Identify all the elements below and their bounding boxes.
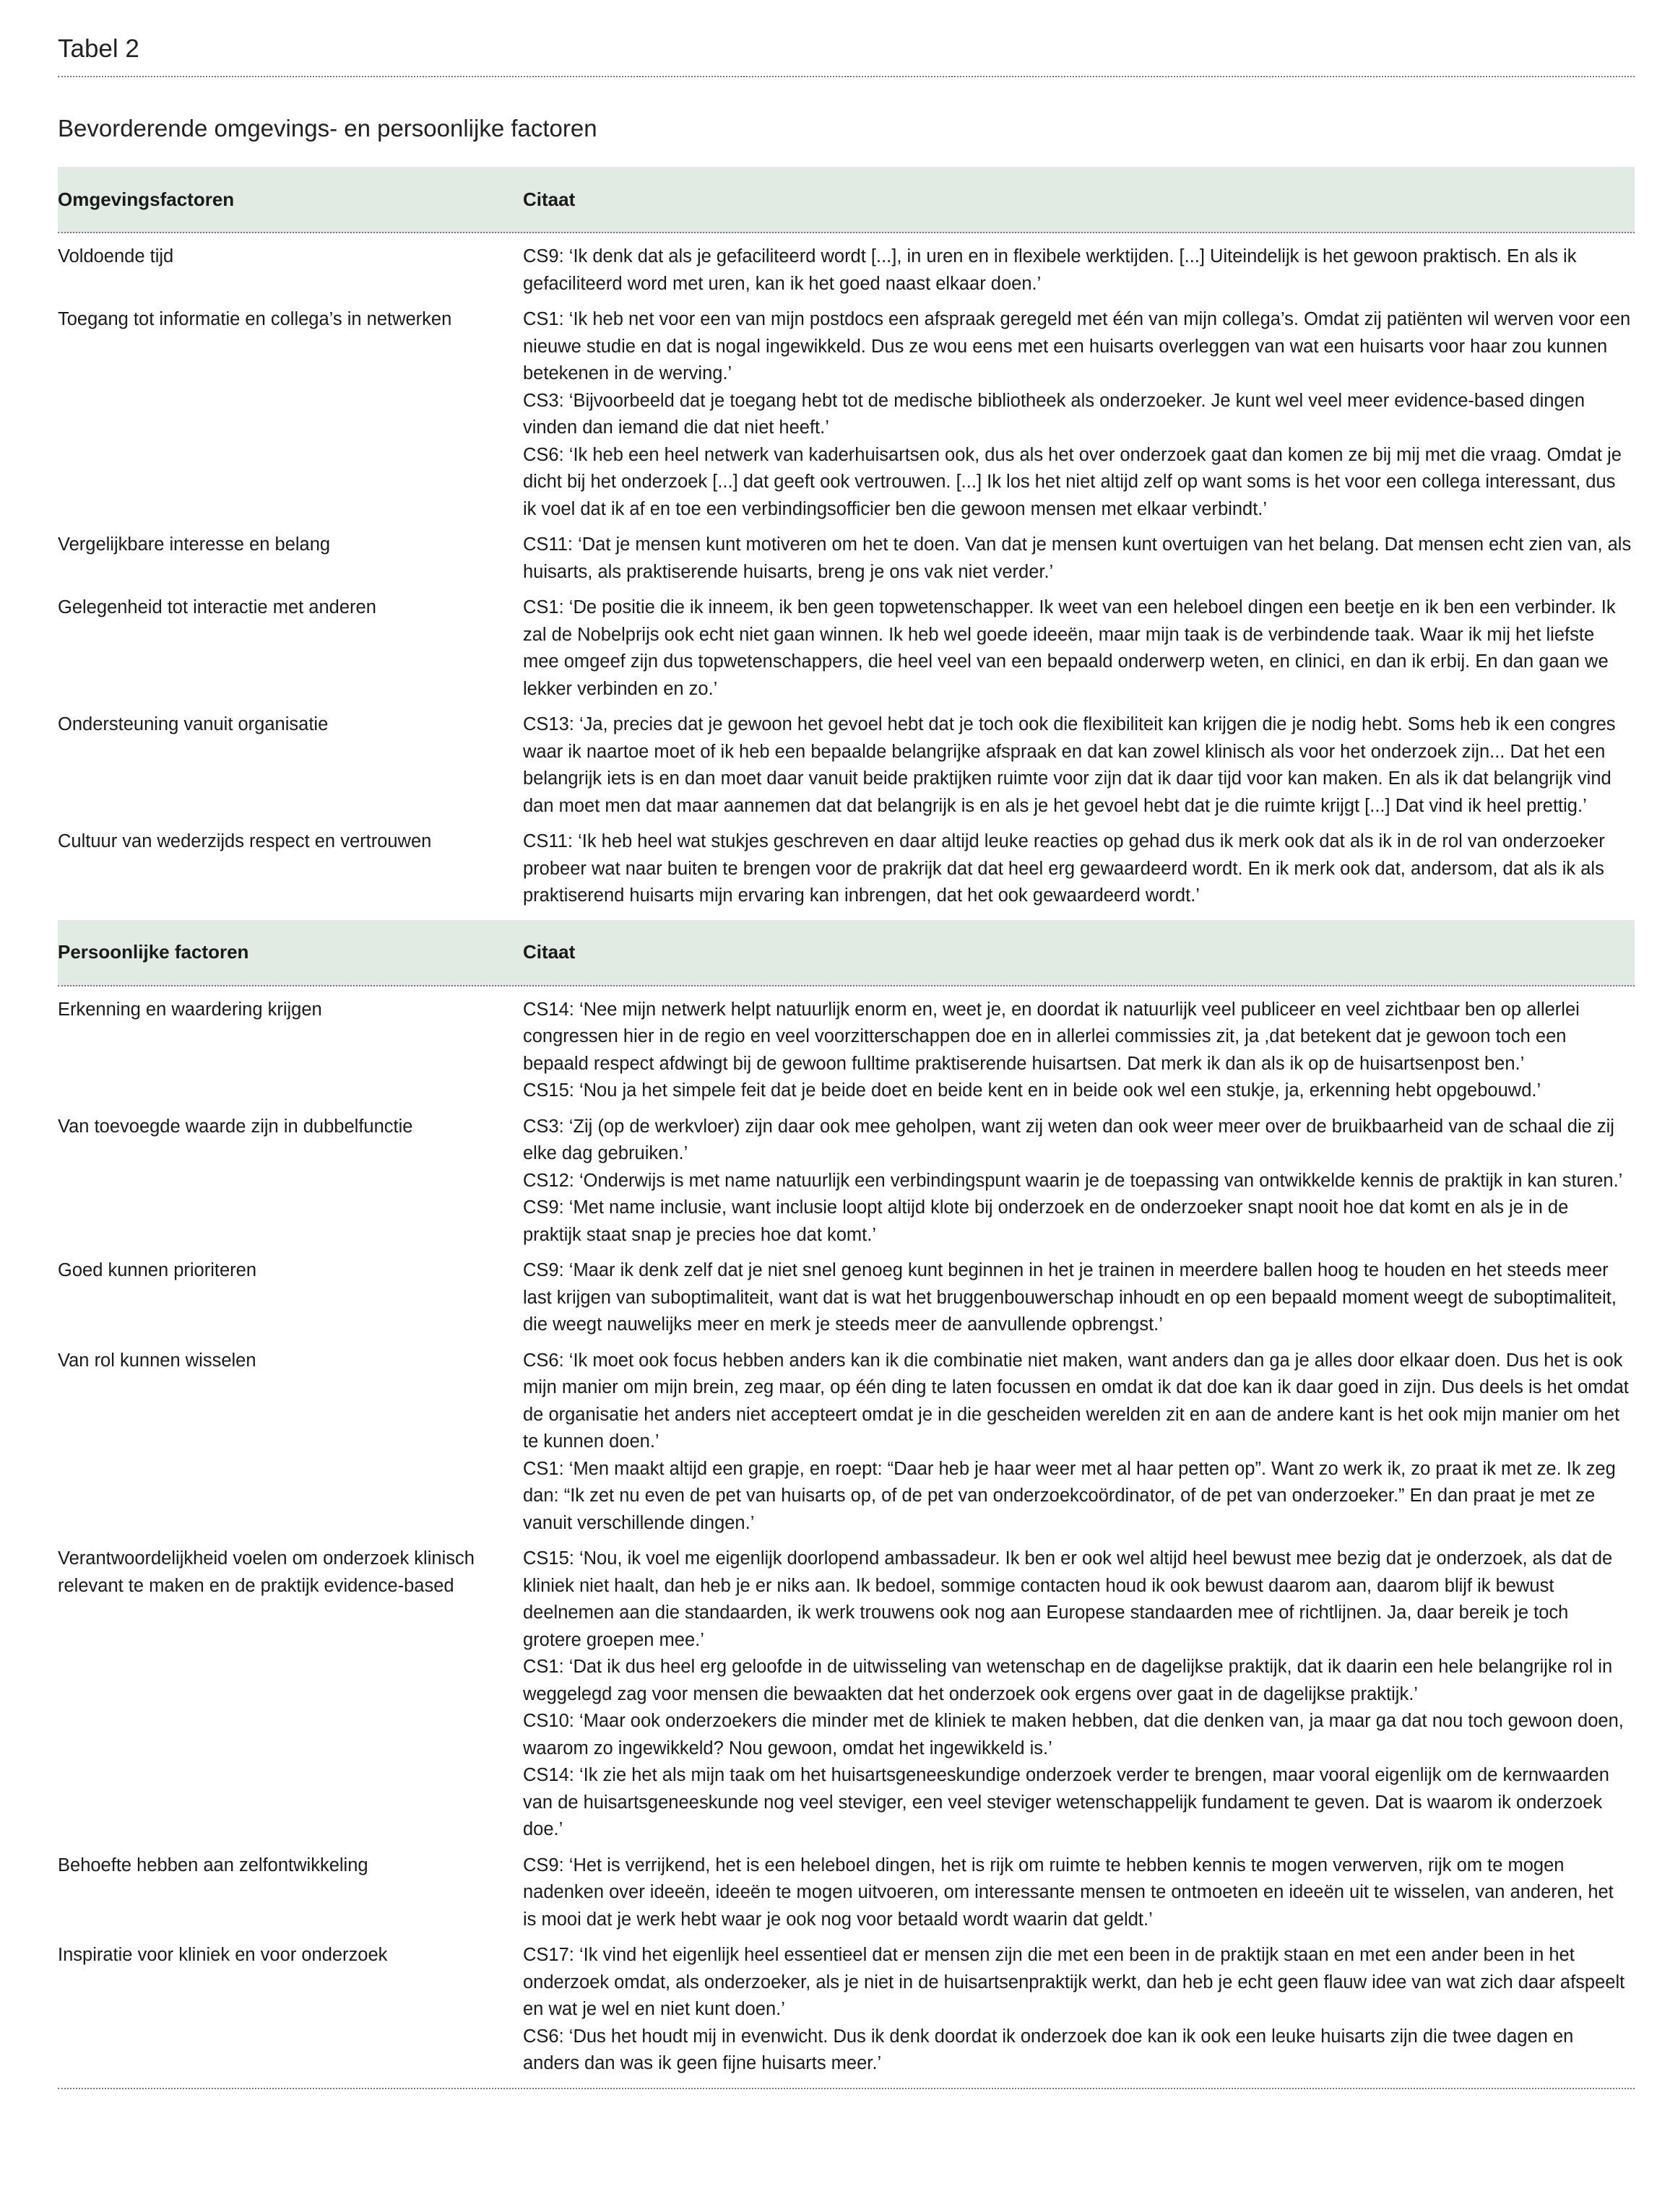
quote-cell xyxy=(523,1257,1635,1339)
factor-cell: Gelegenheid tot interactie met anderen xyxy=(58,597,376,617)
table-row xyxy=(58,1257,1635,1339)
quote: CS12: ‘Onderwijs is met name natuurlijk een verbindingspunt waarin je de toepassing van ontwikkelde kennis de praktijk in kan sturen.’ xyxy=(523,1170,1623,1191)
quote: CS14: ‘Nee mijn netwerk helpt natuurlijk enorm en, weet je, en doordat ik natuurlijk veel publiceer en veel zichtbaar ben op allerlei congressen hier in de regio en veel voorzitterschappen doe en in allerlei commissies zit, ja ,dat betekent dat je gewoon toch een bepaald respect afdwingt bij de gewoon fulltime praktiserende huisartsen. Dat merk ik dan als ik op de huisartsenpost ben.’ xyxy=(523,999,1580,1074)
quote-cell xyxy=(523,1852,1635,1934)
quote: CS1: ‘Ik heb net voor een van mijn postdocs een afspraak geregeld met één van mijn collega’s. Omdat zij patiënten wil werven voor een nieuwe studie en dat is nogal ingewikkeld. Dus ze wou eens met een huisarts overleggen van wat een huisarts voor haar zou kunnen betekenen in de werving.’ xyxy=(523,309,1631,383)
table-row xyxy=(58,594,1635,703)
factor-cell: Ondersteuning vanuit organisatie xyxy=(58,714,329,734)
table-row xyxy=(58,1545,1635,1844)
quote: CS6: ‘Dus het houdt mij in evenwicht. Dus ik denk doordat ik onderzoek doe kan ik ook een leuke huisarts zijn die twee dagen en anders dan was ik geen fijne huisarts meer.’ xyxy=(523,2026,1574,2073)
quote: CS10: ‘Maar ook onderzoekers die minder met de kliniek te maken hebben, dat die denken van, ja maar ga dat nou toch gewoon doen, waarom zo ingewikkeld? Nou gewoon, omdat het ingewikkeld is.’ xyxy=(523,1711,1624,1758)
table-row xyxy=(58,1942,1635,2078)
factor-cell: Verantwoordelijkheid voelen om onderzoek klinisch relevant te maken en de praktijk evidence-based xyxy=(58,1548,475,1596)
bottom-divider xyxy=(58,2088,1635,2089)
quote-cell xyxy=(523,1942,1635,2078)
header-quote: Citaat xyxy=(523,188,576,210)
top-divider xyxy=(58,76,1635,77)
header-factor: Omgevingsfactoren xyxy=(58,188,235,210)
table-caption: Bevorderende omgevings- en persoonlijke factoren xyxy=(58,115,597,142)
table-row xyxy=(58,243,1635,298)
quote-cell xyxy=(523,1545,1635,1844)
quote: CS9: ‘Maar ik denk zelf dat je niet snel genoeg kunt beginnen in het je trainen in meerdere ballen hoog te houden en het steeds meer last krijgen van suboptimaliteit, want dat is wat het bruggenbouwerschap inhoudt en op een bepaald moment weegt de suboptimaliteit, die weegt nauwelijks meer en merk je steeds meer de aanvullende opbrengst.’ xyxy=(523,1260,1617,1335)
table-row xyxy=(58,1348,1635,1537)
factor-cell: Van rol kunnen wisselen xyxy=(58,1350,256,1371)
quote: CS14: ‘Ik zie het als mijn taak om het huisartsgeneeskundige onderzoek verder te brengen, maar vooral eigenlijk om de kernwaarden van de huisartsgeneeskunde nog veel steviger, een veel steviger wetenschappelijk fundament te geven. Dat is waarom ik onderzoek doe.’ xyxy=(523,1765,1609,1839)
quote: CS17: ‘Ik vind het eigenlijk heel essentieel dat er mensen zijn die met een been in de praktijk staan en met een ander been in het onderzoek omdat, als onderzoeker, als je niet in de huisartsenpraktijk werkt, dan heb je echt geen flauw idee van wat zich daar afspeelt en wat je wel en niet kunt doen.’ xyxy=(523,1945,1625,2019)
factors-table xyxy=(58,167,1635,2089)
factor-cell: Toegang tot informatie en collega’s in netwerken xyxy=(58,309,452,329)
quote: CS13: ‘Ja, precies dat je gewoon het gevoel hebt dat je toch ook die flexibiliteit kan krijgen die je nodig hebt. Soms heb ik een congres waar ik naartoe moet of ik heb een bepaalde belangrijke afspraak en dat kan zowel klinisch als voor het onderzoek zijn... Dat het een belangrijk iets is en dan moet daar vanuit beide praktijken ruimte voor zijn dat ik daar tijd voor kan maken. En als ik dat belangrijk vind dan moet men dat maar aannemen dat dat belangrijk is en als je het gevoel hebt dat je die ruimte krijgt [...] Dat vind ik heel prettig.’ xyxy=(523,714,1616,816)
quote: CS9: ‘Ik denk dat als je gefaciliteerd wordt [...], in uren en in flexibele werktijden. [...] Uiteindelijk is het gewoon praktisch. En als ik gefaciliteerd word met uren, kan ik het goed naast elkaar doen.’ xyxy=(523,246,1577,294)
quote: CS9: ‘Het is verrijkend, het is een heleboel dingen, het is rijk om ruimte te hebben kennis te mogen verwerven, rijk om te mogen nadenken over ideeën, ideeën te mogen uitvoeren, om interessante mensen te ontmoeten en ideeën uit te wisselen, van anderen, het is mooi dat je werk hebt waar je ook nog voor betaald wordt waarin dat geldt.’ xyxy=(523,1855,1614,1930)
table-row xyxy=(58,532,1635,586)
header-factor: Persoonlijke factoren xyxy=(58,941,249,963)
factor-cell: Inspiratie voor kliniek en voor onderzoek xyxy=(58,1945,388,1965)
quote-cell xyxy=(523,711,1635,820)
quote: CS6: ‘Ik moet ook focus hebben anders kan ik die combinatie niet maken, want anders dan ga je alles door elkaar doen. Dus het is ook mijn manier om mijn brein, zeg maar, op één ding te laten focussen en omdat ik dat doe kan ik daar goed in zijn. Dus deels is het omdat de organisatie het anders niet accepteert omdat je in die gescheiden werelden zit en aan de andere kant is het ook mijn manier om het te kunnen doen.’ xyxy=(523,1350,1629,1452)
header-quote: Citaat xyxy=(523,941,576,963)
table-row xyxy=(58,1114,1635,1249)
table-label: Tabel 2 xyxy=(58,35,139,63)
factor-cell: Erkenning en waardering krijgen xyxy=(58,999,322,1020)
table-row xyxy=(58,997,1635,1105)
quote: CS1: ‘Men maakt altijd een grapje, en roept: “Daar heb je haar weer met al haar petten op”. Want zo werk ik, zo praat ik met ze. Ik zeg dan: “Ik zet nu even de pet van huisarts op, of de pet van onderzoekcoördinator, of de pet van onderzoeker.” En dan praat je met ze vanuit verschillende dingen.’ xyxy=(523,1458,1616,1533)
factor-cell: Behoefte hebben aan zelfontwikkeling xyxy=(58,1855,368,1875)
quote-cell xyxy=(523,306,1635,523)
quote: CS15: ‘Nou ja het simpele feit dat je beide doet en beide kent en in beide ook wel een stukje, ja, erkenning hebt opgebouwd.’ xyxy=(523,1080,1541,1101)
quote: CS3: ‘Bijvoorbeeld dat je toegang hebt tot de medische bibliotheek als onderzoeker. Je kunt wel veel meer evidence-based dingen vinden dan iemand die dat niet heeft.’ xyxy=(523,390,1585,438)
factor-cell: Cultuur van wederzijds respect en vertrouwen xyxy=(58,831,432,851)
section-header-omgevingsfactoren xyxy=(58,167,1635,233)
table-row xyxy=(58,306,1635,523)
factor-cell: Goed kunnen prioriteren xyxy=(58,1260,257,1280)
factor-cell: Voldoende tijd xyxy=(58,246,174,266)
table-row xyxy=(58,1852,1635,1934)
quote-cell xyxy=(523,532,1635,586)
quote-cell xyxy=(523,1348,1635,1537)
quote-cell xyxy=(523,828,1635,910)
factor-cell: Van toevoegde waarde zijn in dubbelfunctie xyxy=(58,1116,413,1137)
quote: CS15: ‘Nou, ik voel me eigenlijk doorlopend ambassadeur. Ik ben er ook wel altijd heel bewust mee bezig dat je onderzoek, als dat de kliniek niet haalt, dan heb je er niks aan. Ik bedoel, sommige contacten houd ik ook bewust daarom aan, daarom blijf ik bewust deelnemen aan die standaarden, ik werk trouwens ook nog aan Europese standaarden mee of richtlijnen. Ja, daar bereik je toch grotere groepen mee.’ xyxy=(523,1548,1613,1650)
table-row xyxy=(58,711,1635,820)
table-row xyxy=(58,828,1635,910)
factor-cell: Vergelijkbare interesse en belang xyxy=(58,534,331,555)
quote: CS11: ‘Ik heb heel wat stukjes geschreven en daar altijd leuke reacties op gehad dus ik merk ook dat als ik in de rol van onderzoeker probeer wat naar buiten te brengen voor de prakrijk dat dat heel erg gewaardeerd wordt. En ik merk ook dat, andersom, dat als ik als praktiserend huisarts mijn ervaring kan inbrengen, dat het ook gewaardeerd wordt.’ xyxy=(523,831,1605,906)
quote-cell xyxy=(523,243,1635,298)
section-header-persoonlijke-factoren xyxy=(58,920,1635,986)
quote: CS3: ‘Zij (op de werkvloer) zijn daar ook mee geholpen, want zij weten dan ook weer meer over de bruikbaarheid van de schaal die zij elke dag gebruiken.’ xyxy=(523,1116,1614,1163)
quote: CS1: ‘De positie die ik inneem, ik ben geen topwetenschapper. Ik weet van een heleboel dingen een beetje en ik ben een verbinder. Ik zal de Nobelprijs ook echt niet gaan winnen. Ik heb wel goede ideeën, maar mijn taak is de verbindende taak. Waar ik mij het liefste mee omgeef zijn dus topwetenschappers, die heel veel van een bepaald onderwerp weten, en clinici, en dan ik erbij. En dan gaan we lekker verbinden en zo.’ xyxy=(523,597,1616,699)
quote: CS6: ‘Ik heb een heel netwerk van kaderhuisartsen ook, dus als het over onderzoek gaat dan komen ze bij mij met die vraag. Omdat je dicht bij het onderzoek [...] dat geeft ook vertrouwen. [...] Ik los het niet altijd zelf op want soms is het voor een collega interessant, dus ik voel dat ik af en toe een verbindingsofficier ben die gewoon mensen met elkaar verbindt.’ xyxy=(523,444,1622,519)
quote: CS11: ‘Dat je mensen kunt motiveren om het te doen. Van dat je mensen kunt overtuigen van het belang. Dat mensen echt zien van, als huisarts, als praktiserende huisarts, breng je ons vak niet verder.’ xyxy=(523,534,1632,582)
quote-cell xyxy=(523,1114,1635,1249)
quote: CS1: ‘Dat ik dus heel erg geloofde in de uitwisseling van wetenschap en de dagelijkse praktijk, dat ik daarin een hele belangrijke rol in weggelegd zag voor mensen die bewaakten dat het onderzoek ook ergens over gaat in de dagelijkse praktijk.’ xyxy=(523,1657,1613,1704)
quote-cell xyxy=(523,594,1635,703)
quote: CS9: ‘Met name inclusie, want inclusie loopt altijd klote bij onderzoek en de onderzoeker snapt nooit hoe dat komt en als je in de praktijk staat snap je precies hoe dat komt.’ xyxy=(523,1197,1569,1245)
quote-cell xyxy=(523,997,1635,1105)
